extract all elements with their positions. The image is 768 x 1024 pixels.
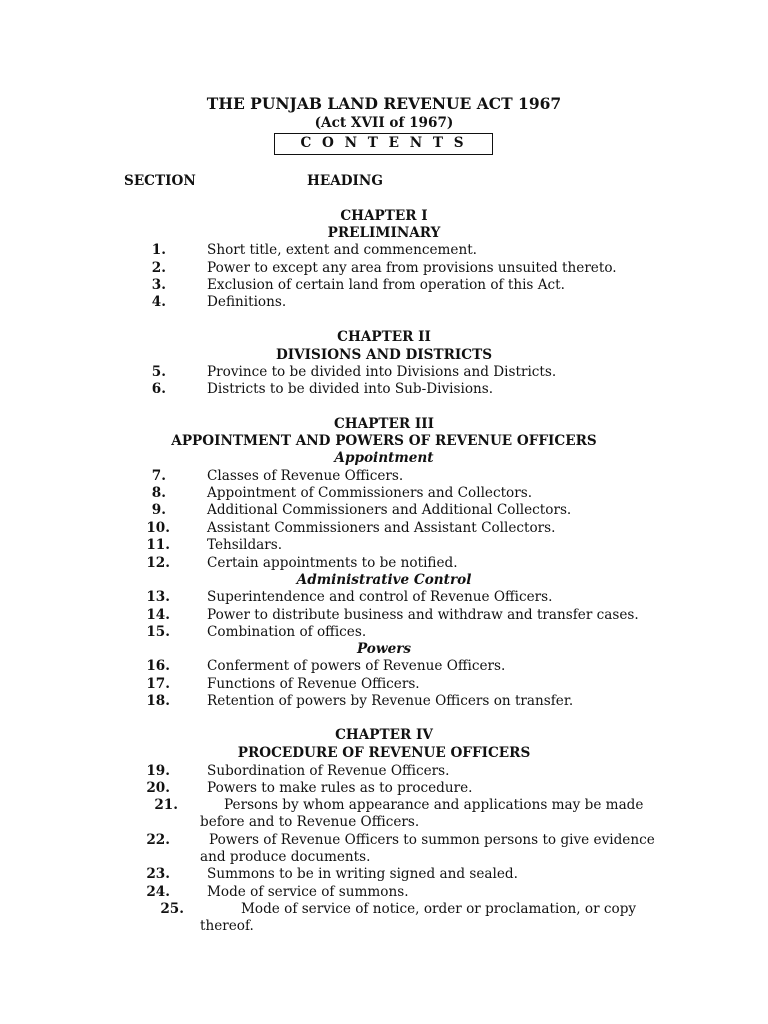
section-number: 24. (146, 884, 170, 900)
section-heading: Powers to make rules as to procedure. (207, 780, 473, 796)
section-heading: Mode of service of summons. (207, 884, 409, 900)
chapter-title: CHAPTER III (333, 416, 434, 432)
section-heading: Powers of Revenue Officers to summon persons to give evidence (209, 832, 655, 848)
toc-entry (0, 589, 768, 607)
document-subtitle: (Act XVII of 1967) (314, 115, 454, 131)
section-heading: Subordination of Revenue Officers. (207, 763, 450, 779)
chapter-name: PRELIMINARY (327, 225, 441, 241)
toc-entry (0, 242, 768, 260)
toc-entry (0, 832, 768, 850)
section-number: 13. (146, 589, 170, 605)
section-number: 25. (160, 901, 184, 917)
heading-column-header: HEADING (307, 173, 383, 189)
section-heading: Mode of service of notice, order or proclamation, or copy (241, 901, 637, 917)
toc-entry (0, 537, 768, 555)
subheading-administrative-control: Administrative Control (296, 572, 472, 588)
section-heading: Persons by whom appearance and applications may be made (224, 797, 644, 813)
section-heading: Assistant Commissioners and Assistant Collectors. (207, 520, 556, 536)
document-title: THE PUNJAB LAND REVENUE ACT 1967 (206, 94, 562, 113)
section-heading: Retention of powers by Revenue Officers on transfer. (207, 693, 574, 709)
toc-entry (0, 294, 768, 312)
section-heading: Conferment of powers of Revenue Officers. (207, 658, 506, 674)
section-number: 11. (146, 537, 170, 553)
toc-entry (0, 468, 768, 486)
section-heading: Classes of Revenue Officers. (207, 468, 404, 484)
subheading-powers: Powers (356, 641, 412, 657)
toc-entry-continuation (0, 814, 768, 832)
section-number: 20. (146, 780, 170, 796)
section-number: 6. (151, 381, 166, 397)
toc-entry (0, 884, 768, 902)
chapter-name: APPOINTMENT AND POWERS OF REVENUE OFFICERS (171, 433, 597, 449)
section-number: 3. (151, 277, 166, 293)
toc-entry (0, 693, 768, 711)
section-number: 8. (151, 485, 166, 501)
toc-entry (0, 901, 768, 919)
section-number: 9. (151, 502, 166, 518)
section-heading-continuation: before and to Revenue Officers. (200, 814, 420, 830)
section-heading: Definitions. (207, 294, 287, 310)
section-heading: Province to be divided into Divisions and Districts. (207, 364, 557, 380)
contents-label: C O N T E N T S (274, 133, 493, 155)
toc-entry (0, 866, 768, 884)
section-heading: Power to distribute business and withdraw and transfer cases. (207, 607, 639, 623)
chapter-name: PROCEDURE OF REVENUE OFFICERS (237, 745, 531, 761)
section-heading: Short title, extent and commencement. (207, 242, 477, 258)
toc-entry (0, 381, 768, 399)
section-heading: Tehsildars. (207, 537, 283, 553)
toc-entry (0, 658, 768, 676)
toc-entry (0, 797, 768, 815)
section-heading: Power to except any area from provisions unsuited thereto. (207, 260, 617, 276)
toc-entry (0, 364, 768, 382)
section-number: 14. (146, 607, 170, 623)
toc-entry (0, 485, 768, 503)
section-number: 4. (151, 294, 166, 310)
toc-entry (0, 624, 768, 642)
toc-entry (0, 277, 768, 295)
toc-entry (0, 260, 768, 278)
section-heading: Combination of offices. (207, 624, 367, 640)
toc-entry (0, 607, 768, 625)
section-heading: Districts to be divided into Sub-Divisions. (207, 381, 494, 397)
toc-entry (0, 780, 768, 798)
toc-entry (0, 520, 768, 538)
section-number: 12. (146, 555, 170, 571)
section-heading: Summons to be in writing signed and sealed. (207, 866, 518, 882)
toc-entry (0, 502, 768, 520)
section-number: 21. (154, 797, 178, 813)
section-heading: Additional Commissioners and Additional Collectors. (207, 502, 572, 518)
section-number: 5. (151, 364, 166, 380)
section-number: 18. (146, 693, 170, 709)
section-number: 23. (146, 866, 170, 882)
section-column-header: SECTION (124, 173, 196, 189)
section-number: 19. (146, 763, 170, 779)
chapter-title: CHAPTER I (340, 208, 428, 224)
toc-entry (0, 676, 768, 694)
section-number: 15. (146, 624, 170, 640)
section-number: 1. (151, 242, 166, 258)
chapter-title: CHAPTER II (337, 329, 431, 345)
section-heading: Appointment of Commissioners and Collectors. (207, 485, 533, 501)
section-heading-continuation: and produce documents. (200, 849, 371, 865)
toc-entry-continuation (0, 849, 768, 867)
section-number: 2. (151, 260, 166, 276)
toc-entry (0, 555, 768, 573)
section-number: 10. (146, 520, 170, 536)
section-heading: Functions of Revenue Officers. (207, 676, 420, 692)
section-number: 17. (146, 676, 170, 692)
section-number: 16. (146, 658, 170, 674)
chapter-name: DIVISIONS AND DISTRICTS (275, 347, 493, 363)
section-number: 22. (146, 832, 170, 848)
section-heading: Certain appointments to be notified. (207, 555, 458, 571)
section-heading: Exclusion of certain land from operation of this Act. (207, 277, 565, 293)
toc-entry (0, 763, 768, 781)
section-number: 7. (151, 468, 166, 484)
section-heading-continuation: thereof. (200, 918, 254, 934)
subheading-appointment: Appointment (334, 450, 434, 466)
section-heading: Superintendence and control of Revenue Officers. (207, 589, 553, 605)
chapter-title: CHAPTER IV (335, 727, 433, 743)
toc-entry-continuation (0, 918, 768, 936)
